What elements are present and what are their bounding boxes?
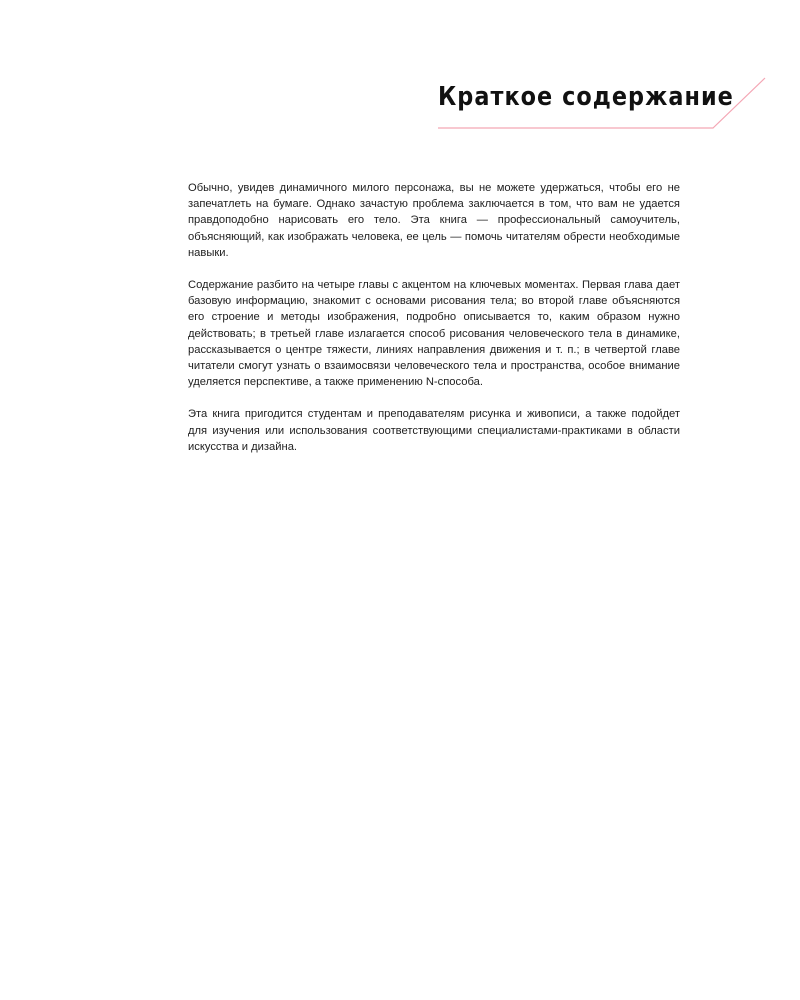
summary-text [188, 180, 680, 471]
paragraph-contents: Содержание разбито на четыре главы с акцентом на ключевых моментах. Первая глава дает базовую информацию, знакомит с основами рисования тела; во второй главе объясняются его строение и методы изображения, подробно описывается то, каким образом нужно действовать; в третьей главе излагается способ рисования человеческого тела в динамике, рассказывается о центре тяжести, линиях направления движения и т. п.; в четвертой главе читатели смогут узнать о взаимосвязи человеческого тела и пространства, особое внимание уделяется перспективе, а также применению N-способа. [188, 279, 680, 389]
title-underline-decoration [0, 0, 800, 160]
paragraph-intro: Обычно, увидев динамичного милого персонажа, вы не можете удержаться, чтобы его не запечатлеть на бумаге. Однако зачастую проблема заключается в том, что вам не удается правдоподобно нарисовать его тело. Эта книга — профессиональный самоучитель, объясняющий, как изображать человека, ее цель — помочь читателям обрести необходимые навыки. [188, 182, 680, 259]
page-title: Краткое содержание [438, 82, 734, 112]
paragraph-audience: Эта книга пригодится студентам и преподавателям рисунка и живописи, а также подойдет для изучения или использования соответствующими специалистами-практиками в области искусства и дизайна. [188, 408, 680, 453]
